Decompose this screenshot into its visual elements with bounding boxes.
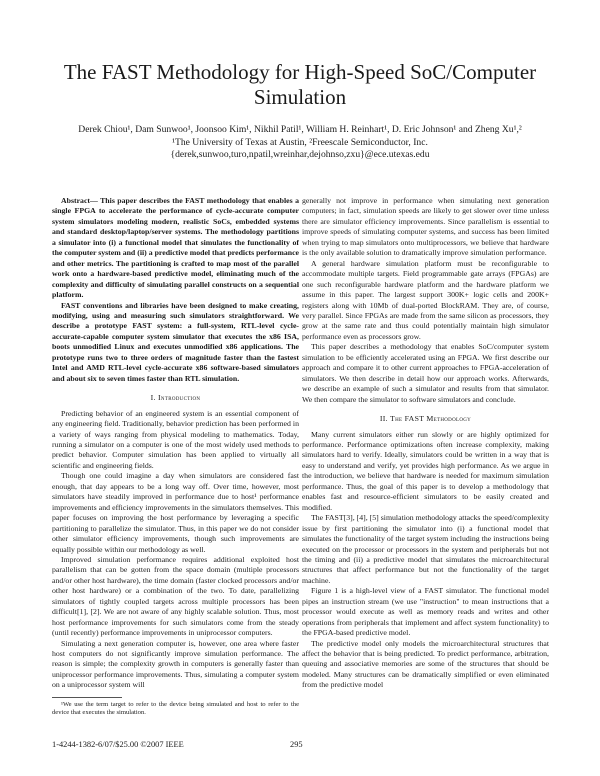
right-paragraph-3: This paper describes a methodology that enables SoC/computer system simulation to be efficiently accelerated using an FPGA. We first describe our approach and compare it to other current approaches to FPGA-acceleration of simulators. We then describe in detail how our approach works. Afterwards, we describe an example of such a simulator and results from that simulator. We then compare the simulator to software simulators and conclude. [302,342,549,404]
footnote: ¹We use the term target to refer to the device being simulated and host to refer to the device that executes the simulation. [52,700,299,717]
right-column [302,196,549,691]
intro-paragraph-4: Simulating a next generation computer is, however, one area where faster host computers do not significantly improve simulation performance. The reason is simple; the complexity growth in computers is generally faster than uniprocessor performance improvements. Thus, simulating a computer system on a uniprocessor system will [52,638,299,690]
author-names: Derek Chiou¹, Dam Sunwoo¹, Joonsoo Kim¹, Nikhil Patil¹, William H. Reinhart¹, D. Eric Johnson¹ and Zheng Xu¹,² [78,124,522,135]
abstract-paragraph-2: FAST conventions and libraries have been designed to make creating, modifying, using and measuring such simulators straightforward. We describe a prototype FAST system: a full-system, RTL-level cycle-accurate-capable computer system simulator that executes the x86 ISA, boots unmodified Linux and executes unmodified x86 applications. The prototype runs two to three orders of magnitude faster than the fastest Intel and AMD RTL-level cycle-accurate x86 software-based simulators and about six to seven times faster than RTL simulation. [52,300,299,383]
section-heading-fast-methodology: II. The FAST Methodology [379,414,472,424]
footnote-divider [52,697,122,698]
intro-paragraph-3: Improved simulation performance requires additional exploited host parallelism that can be gotten from the space domain (multiple processors and/or other host hardware), the time domain (faster clocked processors and/or other host hardware) or a combination of the two. To date, parallelizing simulators of tightly coupled targets across multiple processors has been difficult[1], [2]. We are not aware of any highly scalable solution. Thus, most host performance improvements for such simulators come from the steady (until recently) performance improvements in uniprocessor computers. [52,554,299,638]
intro-paragraph-2: Though one could imagine a day when simulators are considered fast enough, that day appears to be a long way off. Over time, however, most simulators have steadily improved in performance due to host¹ performance improvements and efficiency improvements in the simulators themselves. This paper focuses on improving the host performance by leveraging a specific partitioning to parallelize the simulator. Thus, in this paper we do not consider other simulator efficiency improvements, though such improvements are equally possible within our methodology as well. [52,471,299,554]
fast-paragraph-2: The FAST[3], [4], [5] simulation methodology attacks the speed/complexity issue by first partitioning the simulator into (i) a functional model that simulates the functionality of the target system including the instructions being executed on the processor or processors in the system and peripherals but not the timing and (ii) a predictive model that simulates the microarchitectural structures that affect performance but not the functionality of the target machine. [302,513,549,585]
introduction-body [52,409,299,691]
fast-paragraph-4: The predictive model only models the microarchitectural structures that affect the behavior that is being predicted. To predict performance, arbitration, queuing and associative memories are some of the structures that should be modeled. Many structures can be dramatically simplified or even eliminated from the predictive model [302,638,549,690]
footer-isbn: 1-4244-1382-6/07/$25.00 ©2007 IEEE [52,740,184,749]
left-column [52,196,299,718]
fast-methodology-body [302,430,549,691]
section-heading-introduction: I. Introduction [150,393,201,403]
fast-paragraph-3: Figure 1 is a high-level view of a FAST simulator. The functional model pipes an instruction stream (we use "instruction" to mean instructions that a processor would execute as well as memory reads and writes and other operations from peripherals that implement and affect system functionality) to the FPGA-based predictive model. [302,586,549,638]
right-column-body [302,196,549,405]
right-paragraph-1: generally not improve in performance when simulating next generation computers; in fact, simulation speeds are likely to get slower over time unless there are simulator efficiency improvements. Since parallelism is essential to improve speeds of simulating computer systems, and success has been limited when trying to map simulators onto multiprocessors, we believe that hardware is the only available solution to dramatically improve simulation performance. [302,196,549,258]
fast-paragraph-1: Many current simulators either run slowly or are highly optimized for performance. Performance optimizations often increase complexity, making simulators hard to verify. Ideally, simulators could be written in a way that is easy to understand and verify, yet provides high performance. As we argue in the introduction, we believe that hardware is needed for maximum simulation performance. Thus, the goal of this paper is to develop a methodology that enables fast and resource-efficient simulators to be easily created and modified. [302,429,549,512]
paper-title: The FAST Methodology for High-Speed SoC/Computer Simulation [63,60,537,109]
abstract [52,196,299,384]
author-affiliations: ¹The University of Texas at Austin, ²Freescale Semiconductor, Inc. [172,136,428,148]
intro-paragraph-1: Predicting behavior of an engineered system is an essential component of any engineering field. Traditionally, behavior prediction has been performed in a variety of ways ranging from physical modeling to mathematics. Today, running a simulator on a computer is one of the most widely used methods to predict behavior. Computer simulation has been applied to virtually all scientific and engineering fields. [52,408,299,470]
right-paragraph-2: A general hardware simulation platform must be reconfigurable to accommodate multiple targets. Field programmable gate arrays (FPGAs) are one such reconfigurable hardware platform and the hardware platform we assume in this paper. The largest support 300K+ logic cells and 200K+ registers along with 10Mb of dual-ported BlockRAM. They are, of course, very parallel. Since FPGAs are made from the same silicon as processors, they grow at the same rate and thus could potentially maintain high simulator performance even as processors grow. [302,258,549,341]
author-block [40,124,560,162]
author-emails: {derek,sunwoo,turo,npatil,wreinhar,dejohnso,zxu}@ece.utexas.edu [170,149,430,160]
page-number: 295 [290,740,303,749]
abstract-paragraph-1: Abstract— This paper describes the FAST methodology that enables a single FPGA to accelerate the performance of cycle-accurate computer system simulators modeling modern, realistic SoCs, embedded systems and standard desktop/laptop/server systems. The methodology partitions a simulator into (i) a functional model that simulates the functionality of the computer system and (ii) a predictive model that predicts performance and other metrics. The partitioning is crafted to map most of the parallel work onto a hardware-based predictive model, eliminating much of the complexity and difficulty of simulating parallel constructs on a sequential platform. [52,196,299,300]
